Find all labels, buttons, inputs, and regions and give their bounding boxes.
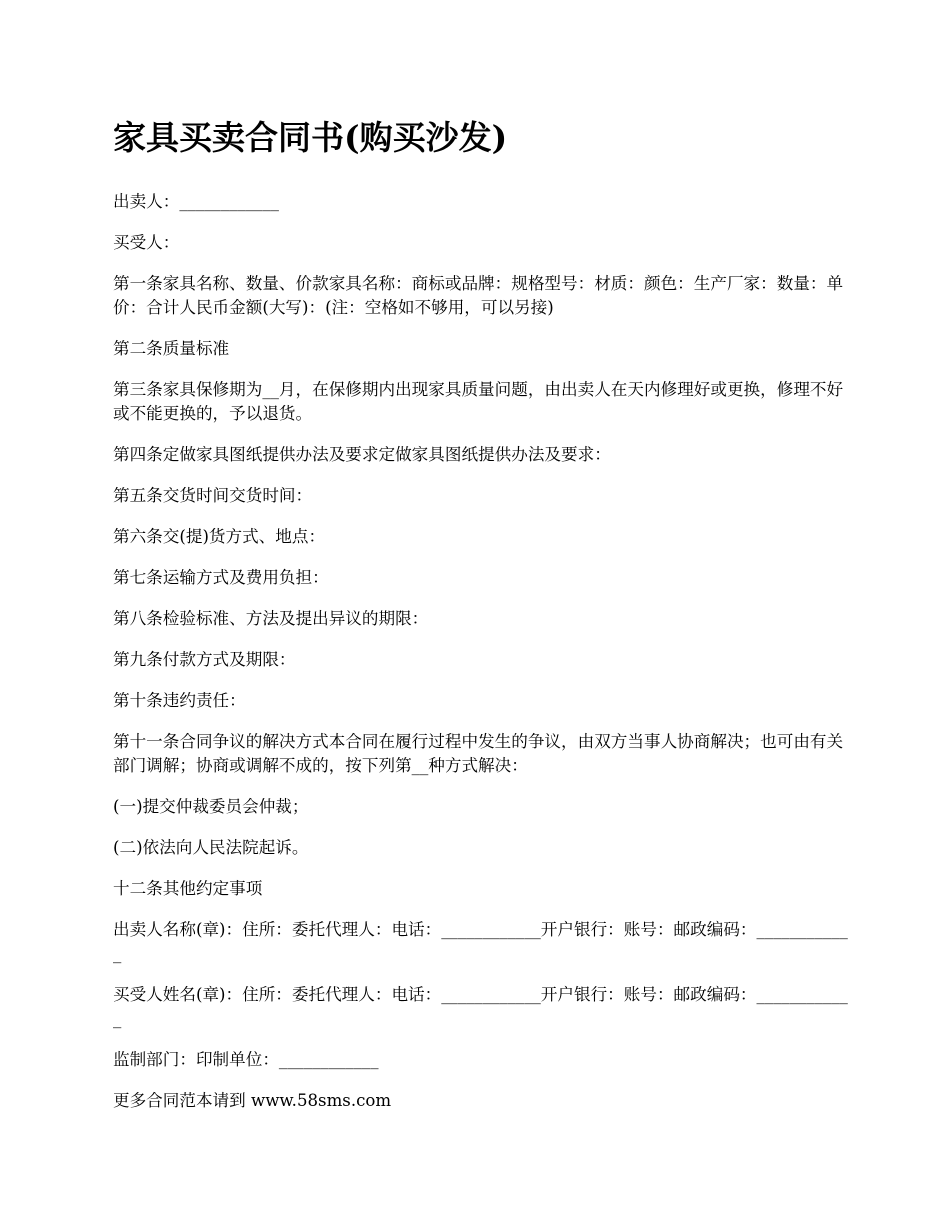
seller-line: 出卖人：____________: [113, 192, 279, 211]
clause-12: 十二条其他约定事项: [113, 879, 263, 898]
clause-9: 第九条付款方式及期限：: [113, 650, 296, 669]
dispute-option-2: (二)依法向人民法院起诉。: [113, 838, 309, 857]
supervision-line: 监制部门：印制单位：____________: [113, 1050, 379, 1069]
document-page: [113, 112, 853, 1130]
dispute-option-1: (一)提交仲裁委员会仲裁；: [113, 797, 309, 816]
clause-1: 第一条家具名称、数量、价款家具名称：商标或品牌：规格型号：材质：颜色：生产厂家：数量：单价：合计人民币金额(大写)：(注：空格如不够用，可以另接): [113, 274, 844, 317]
seller-signature-block: 出卖人名称(章)：住所：委托代理人：电话：____________开户银行：账号：邮政编码：____________: [113, 920, 848, 963]
clause-7: 第七条运输方式及费用负担：: [113, 568, 329, 587]
buyer-signature-block: 买受人姓名(章)：住所：委托代理人：电话：____________开户银行：账号：邮政编码：____________: [113, 985, 848, 1028]
footer-link-text: 更多合同范本请到 www.58sms.com: [113, 1091, 392, 1110]
clause-4: 第四条定做家具图纸提供办法及要求定做家具图纸提供办法及要求：: [113, 445, 611, 464]
clause-5: 第五条交货时间交货时间：: [113, 486, 313, 505]
clause-8: 第八条检验标准、方法及提出异议的期限：: [113, 609, 429, 628]
clause-10: 第十条违约责任：: [113, 691, 246, 710]
clause-3: 第三条家具保修期为__月，在保修期内出现家具质量问题，由出卖人在天内修理好或更换，修理不好或不能更换的，予以退货。: [113, 380, 844, 423]
clause-6: 第六条交(提)货方式、地点：: [113, 527, 326, 546]
clause-11: 第十一条合同争议的解决方式本合同在履行过程中发生的争议，由双方当事人协商解决；也可由有关部门调解；协商或调解不成的，按下列第__种方式解决：: [113, 732, 844, 775]
document-title: 家具买卖合同书(购买沙发): [113, 118, 508, 157]
buyer-line: 买受人：: [113, 233, 180, 252]
clause-2: 第二条质量标准: [113, 339, 230, 358]
